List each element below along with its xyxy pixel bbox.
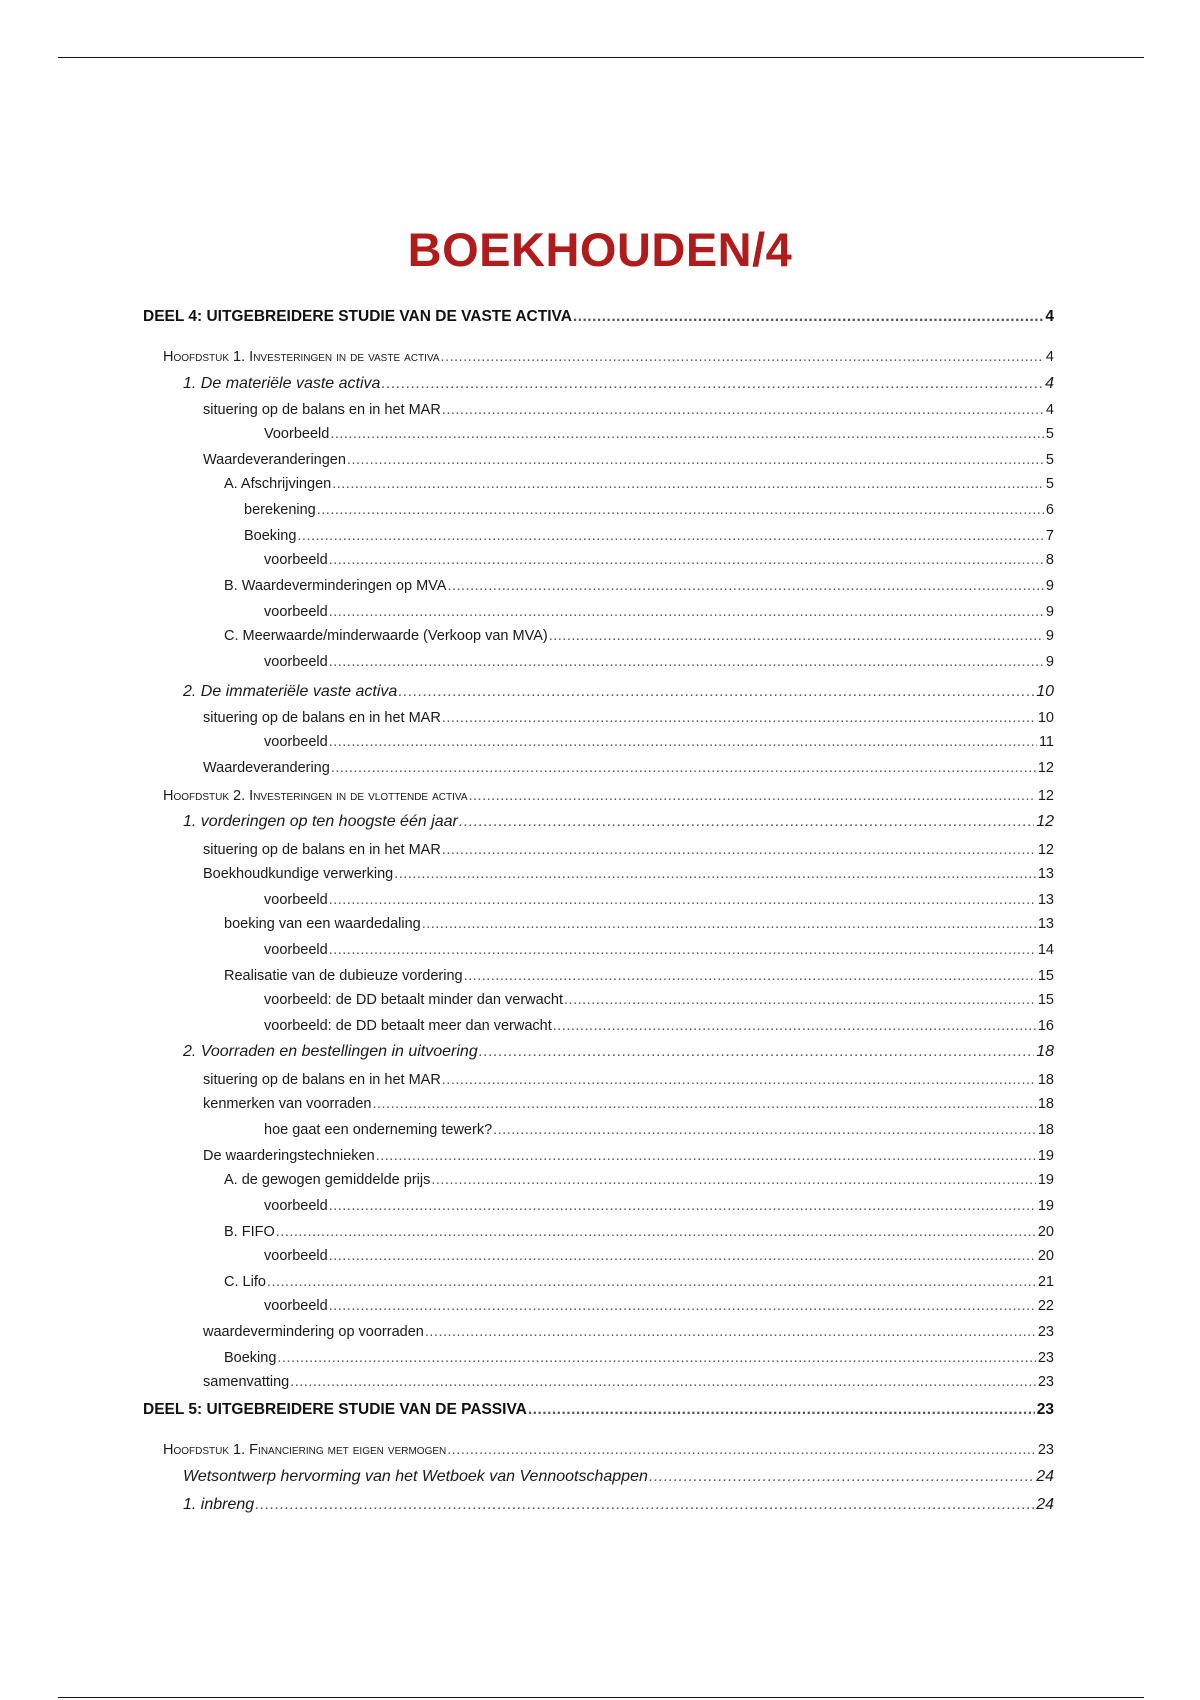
toc-entry[interactable] [143,1401,1054,1419]
toc-leader-dots [317,501,1044,519]
toc-leader-dots [329,891,1036,909]
toc-page-number: 20 [1037,1224,1054,1240]
toc-entry[interactable] [203,401,1054,419]
toc-entry-label: De waarderingstechnieken [203,1148,375,1164]
toc-entry-label: A. de gewogen gemiddelde prijs [224,1172,431,1188]
toc-entry[interactable] [143,308,1054,326]
toc-entry[interactable] [203,1071,1054,1089]
toc-page-number: 4 [1045,308,1054,325]
toc-entry[interactable] [203,865,1054,883]
toc-leader-dots [442,1071,1036,1089]
toc-entry-label: Wetsontwerp hervorming van het Wetboek van Vennootschappen [183,1468,648,1485]
toc-entry[interactable] [224,475,1054,493]
toc-entry[interactable] [183,1468,1054,1486]
toc-entry[interactable] [183,813,1054,831]
toc-entry[interactable] [203,1373,1054,1391]
toc-leader-dots [329,1197,1036,1215]
toc-entry-label: 1. inbreng [183,1496,255,1513]
toc-entry[interactable] [224,915,1054,933]
toc-leader-dots [442,841,1036,859]
toc-page-number: 12 [1037,842,1054,858]
toc-page-number: 18 [1037,1096,1054,1112]
toc-entry-label: berekening [244,502,316,518]
toc-leader-dots [464,967,1036,985]
toc-leader-dots [447,1441,1036,1459]
toc-page-number: 9 [1045,578,1054,594]
toc-entry[interactable] [203,1147,1054,1165]
toc-entry-label: boeking van een waardedaling [224,916,421,932]
toc-page-number: 12 [1036,813,1054,830]
toc-entry-label: voorbeeld: de DD betaalt minder dan verwacht [264,992,564,1008]
toc-leader-dots [549,627,1044,645]
toc-page-number: 15 [1037,968,1054,984]
toc-entry-label: hoe gaat een onderneming tewerk? [264,1122,493,1138]
toc-leader-dots [469,787,1036,805]
toc-entry[interactable] [183,375,1054,393]
toc-leader-dots [431,1171,1036,1189]
toc-page-number: 20 [1037,1248,1054,1264]
toc-entry[interactable] [224,577,1054,595]
toc-entry[interactable] [264,1197,1054,1215]
toc-entry[interactable] [183,1043,1054,1061]
toc-entry[interactable] [264,1297,1054,1315]
toc-leader-dots [330,425,1044,443]
toc-entry-label: Boekhoudkundige verwerking [203,866,394,882]
toc-leader-dots [398,683,1034,701]
page-title: BOEKHOUDEN/4 [407,223,793,276]
toc-page-number: 23 [1036,1401,1054,1418]
footer-rule [58,1697,1144,1698]
toc-entry-label: waardevermindering op voorraden [203,1324,424,1340]
toc-entry[interactable] [224,1223,1054,1241]
toc-leader-dots [564,991,1036,1009]
toc-page-number: 9 [1045,628,1054,644]
toc-page-number: 10 [1037,710,1054,726]
toc-page-number: 18 [1037,1072,1054,1088]
toc-entry-label: Waardeveranderingen [203,452,346,468]
toc-leader-dots [329,1297,1036,1315]
toc-entry[interactable] [264,941,1054,959]
toc-entry-label: B. Waardeverminderingen op MVA [224,578,447,594]
toc-leader-dots [442,709,1036,727]
toc-entry-label: 2. Voorraden en bestellingen in uitvoering [183,1043,478,1060]
toc-entry[interactable] [203,709,1054,727]
toc-leader-dots [649,1468,1034,1486]
toc-entry-label: voorbeeld [264,552,328,568]
toc-entry-label: voorbeeld: de DD betaalt meer dan verwacht [264,1018,552,1034]
toc-page-number: 22 [1037,1298,1054,1314]
toc-entry-label: situering op de balans en in het MAR [203,842,441,858]
toc-entry-label: A. Afschrijvingen [224,476,332,492]
toc-page-number: 12 [1037,788,1054,804]
toc-entry[interactable] [244,501,1054,519]
toc-entry[interactable] [183,683,1054,701]
header-rule [58,57,1144,58]
toc-page-number: 13 [1037,866,1054,882]
toc-entry-label: situering op de balans en in het MAR [203,402,441,418]
toc-leader-dots [394,865,1036,883]
toc-entry-label: voorbeeld [264,734,328,750]
toc-leader-dots [290,1373,1036,1391]
toc-page-number: 24 [1036,1496,1054,1513]
toc-entry-label: voorbeeld [264,1198,328,1214]
toc-leader-dots [459,813,1034,831]
toc-leader-dots [276,1223,1036,1241]
toc-entry[interactable] [264,1121,1054,1139]
toc-leader-dots [376,1147,1036,1165]
toc-page-number: 13 [1037,892,1054,908]
toc-page-number: 5 [1045,476,1054,492]
toc-entry-label: C. Lifo [224,1274,266,1290]
toc-leader-dots [297,527,1044,545]
toc-entry[interactable] [264,891,1054,909]
toc-page-number: 8 [1045,552,1054,568]
toc-entry[interactable] [224,1171,1054,1189]
toc-leader-dots [447,577,1043,595]
toc-entry-label: Realisatie van de dubieuze vordering [224,968,463,984]
toc-page-number: 14 [1037,942,1054,958]
toc-leader-dots [573,308,1043,326]
toc-page-number: 4 [1045,402,1054,418]
toc-entry[interactable] [203,1095,1054,1113]
toc-leader-dots [329,733,1037,751]
toc-leader-dots [422,915,1036,933]
toc-leader-dots [331,759,1036,777]
toc-entry[interactable] [264,551,1054,569]
toc-entry-label: Hoofdstuk 1. Investeringen in de vaste activa [163,349,440,365]
toc-leader-dots [255,1496,1034,1514]
toc-entry[interactable] [203,759,1054,777]
toc-entry-label: Hoofdstuk 1. Financiering met eigen vermogen [163,1442,447,1458]
toc-leader-dots [425,1323,1036,1341]
toc-entry-label: Boeking [244,528,297,544]
toc-leader-dots [277,1349,1035,1367]
toc-page-number: 19 [1037,1172,1054,1188]
toc-page-number: 16 [1037,1018,1054,1034]
toc-entry-label: samenvatting [203,1374,290,1390]
toc-entry-label: Waardeverandering [203,760,330,776]
toc-page-number: 21 [1037,1274,1054,1290]
toc-entry[interactable] [264,1017,1054,1035]
toc-entry[interactable] [244,527,1054,545]
toc-entry-label: C. Meerwaarde/minderwaarde (Verkoop van MVA) [224,628,548,644]
toc-entry-label: situering op de balans en in het MAR [203,1072,441,1088]
toc-leader-dots [329,603,1044,621]
toc-leader-dots [332,475,1044,493]
toc-leader-dots [441,348,1044,366]
toc-page-number: 19 [1037,1198,1054,1214]
toc-entry-label: voorbeeld [264,942,328,958]
toc-page-number: 10 [1036,683,1054,700]
toc-page-number: 18 [1036,1043,1054,1060]
toc-entry[interactable] [264,603,1054,621]
toc-page-number: 4 [1045,349,1054,365]
toc-entry[interactable] [264,733,1054,751]
toc-page-number: 12 [1037,760,1054,776]
toc-page-number: 6 [1045,502,1054,518]
toc-entry[interactable] [183,1496,1054,1514]
toc-page-number: 5 [1045,452,1054,468]
toc-entry[interactable] [264,1247,1054,1265]
toc-entry[interactable] [264,425,1054,443]
toc-entry[interactable] [224,967,1054,985]
toc-entry[interactable] [203,451,1054,469]
toc-leader-dots [442,401,1044,419]
toc-leader-dots [372,1095,1035,1113]
toc-page-number: 9 [1045,604,1054,620]
toc-page-number: 4 [1045,375,1054,392]
toc-entry[interactable] [224,1273,1054,1291]
toc-leader-dots [347,451,1044,469]
toc-page-number: 13 [1037,916,1054,932]
toc-entry[interactable] [224,1349,1054,1367]
toc-entry-label: Boeking [224,1350,277,1366]
toc-entry[interactable] [264,653,1054,671]
toc-leader-dots [329,551,1044,569]
toc-page-number: 23 [1037,1374,1054,1390]
toc-leader-dots [528,1401,1035,1419]
toc-entry-label: voorbeeld [264,654,328,670]
toc-leader-dots [267,1273,1036,1291]
toc-entry-label: voorbeeld [264,604,328,620]
toc-entry[interactable] [224,627,1054,645]
toc-page-number: 9 [1045,654,1054,670]
toc-page-number: 24 [1036,1468,1054,1485]
toc-leader-dots [329,1247,1036,1265]
toc-leader-dots [329,653,1044,671]
toc-entry-label: 1. vorderingen op ten hoogste één jaar [183,813,458,830]
toc-page-number: 23 [1037,1350,1054,1366]
toc-entry-label: 2. De immateriële vaste activa [183,683,398,700]
toc-page-number: 18 [1037,1122,1054,1138]
toc-entry-label: kenmerken van voorraden [203,1096,372,1112]
toc-page-number: 5 [1045,426,1054,442]
toc-entry-label: Hoofdstuk 2. Investeringen in de vlottende activa [163,788,468,804]
toc-leader-dots [329,941,1036,959]
toc-entry-label: 1. De materiële vaste activa [183,375,381,392]
toc-entry[interactable] [163,1441,1054,1459]
toc-leader-dots [493,1121,1036,1139]
toc-leader-dots [553,1017,1036,1035]
toc-leader-dots [381,375,1043,393]
toc-entry-label: DEEL 5: UITGEBREIDERE STUDIE VAN DE PASSIVA [143,1401,527,1418]
toc-entry-label: Voorbeeld [264,426,330,442]
toc-entry[interactable] [264,991,1054,1009]
toc-entry[interactable] [203,841,1054,859]
toc-page-number: 23 [1037,1324,1054,1340]
toc-page-number: 7 [1045,528,1054,544]
toc-entry[interactable] [163,787,1054,805]
toc-leader-dots [479,1043,1034,1061]
toc-entry-label: voorbeeld [264,1298,328,1314]
toc-page-number: 23 [1037,1442,1054,1458]
toc-entry-label: voorbeeld [264,892,328,908]
toc-entry-label: DEEL 4: UITGEBREIDERE STUDIE VAN DE VASTE ACTIVA [143,308,572,325]
toc-page-number: 15 [1037,992,1054,1008]
toc-entry-label: situering op de balans en in het MAR [203,710,441,726]
toc-entry-label: voorbeeld [264,1248,328,1264]
toc-page-number: 11 [1038,734,1054,750]
toc-entry[interactable] [163,348,1054,366]
toc-entry[interactable] [203,1323,1054,1341]
toc-page-number: 19 [1037,1148,1054,1164]
toc-entry-label: B. FIFO [224,1224,275,1240]
